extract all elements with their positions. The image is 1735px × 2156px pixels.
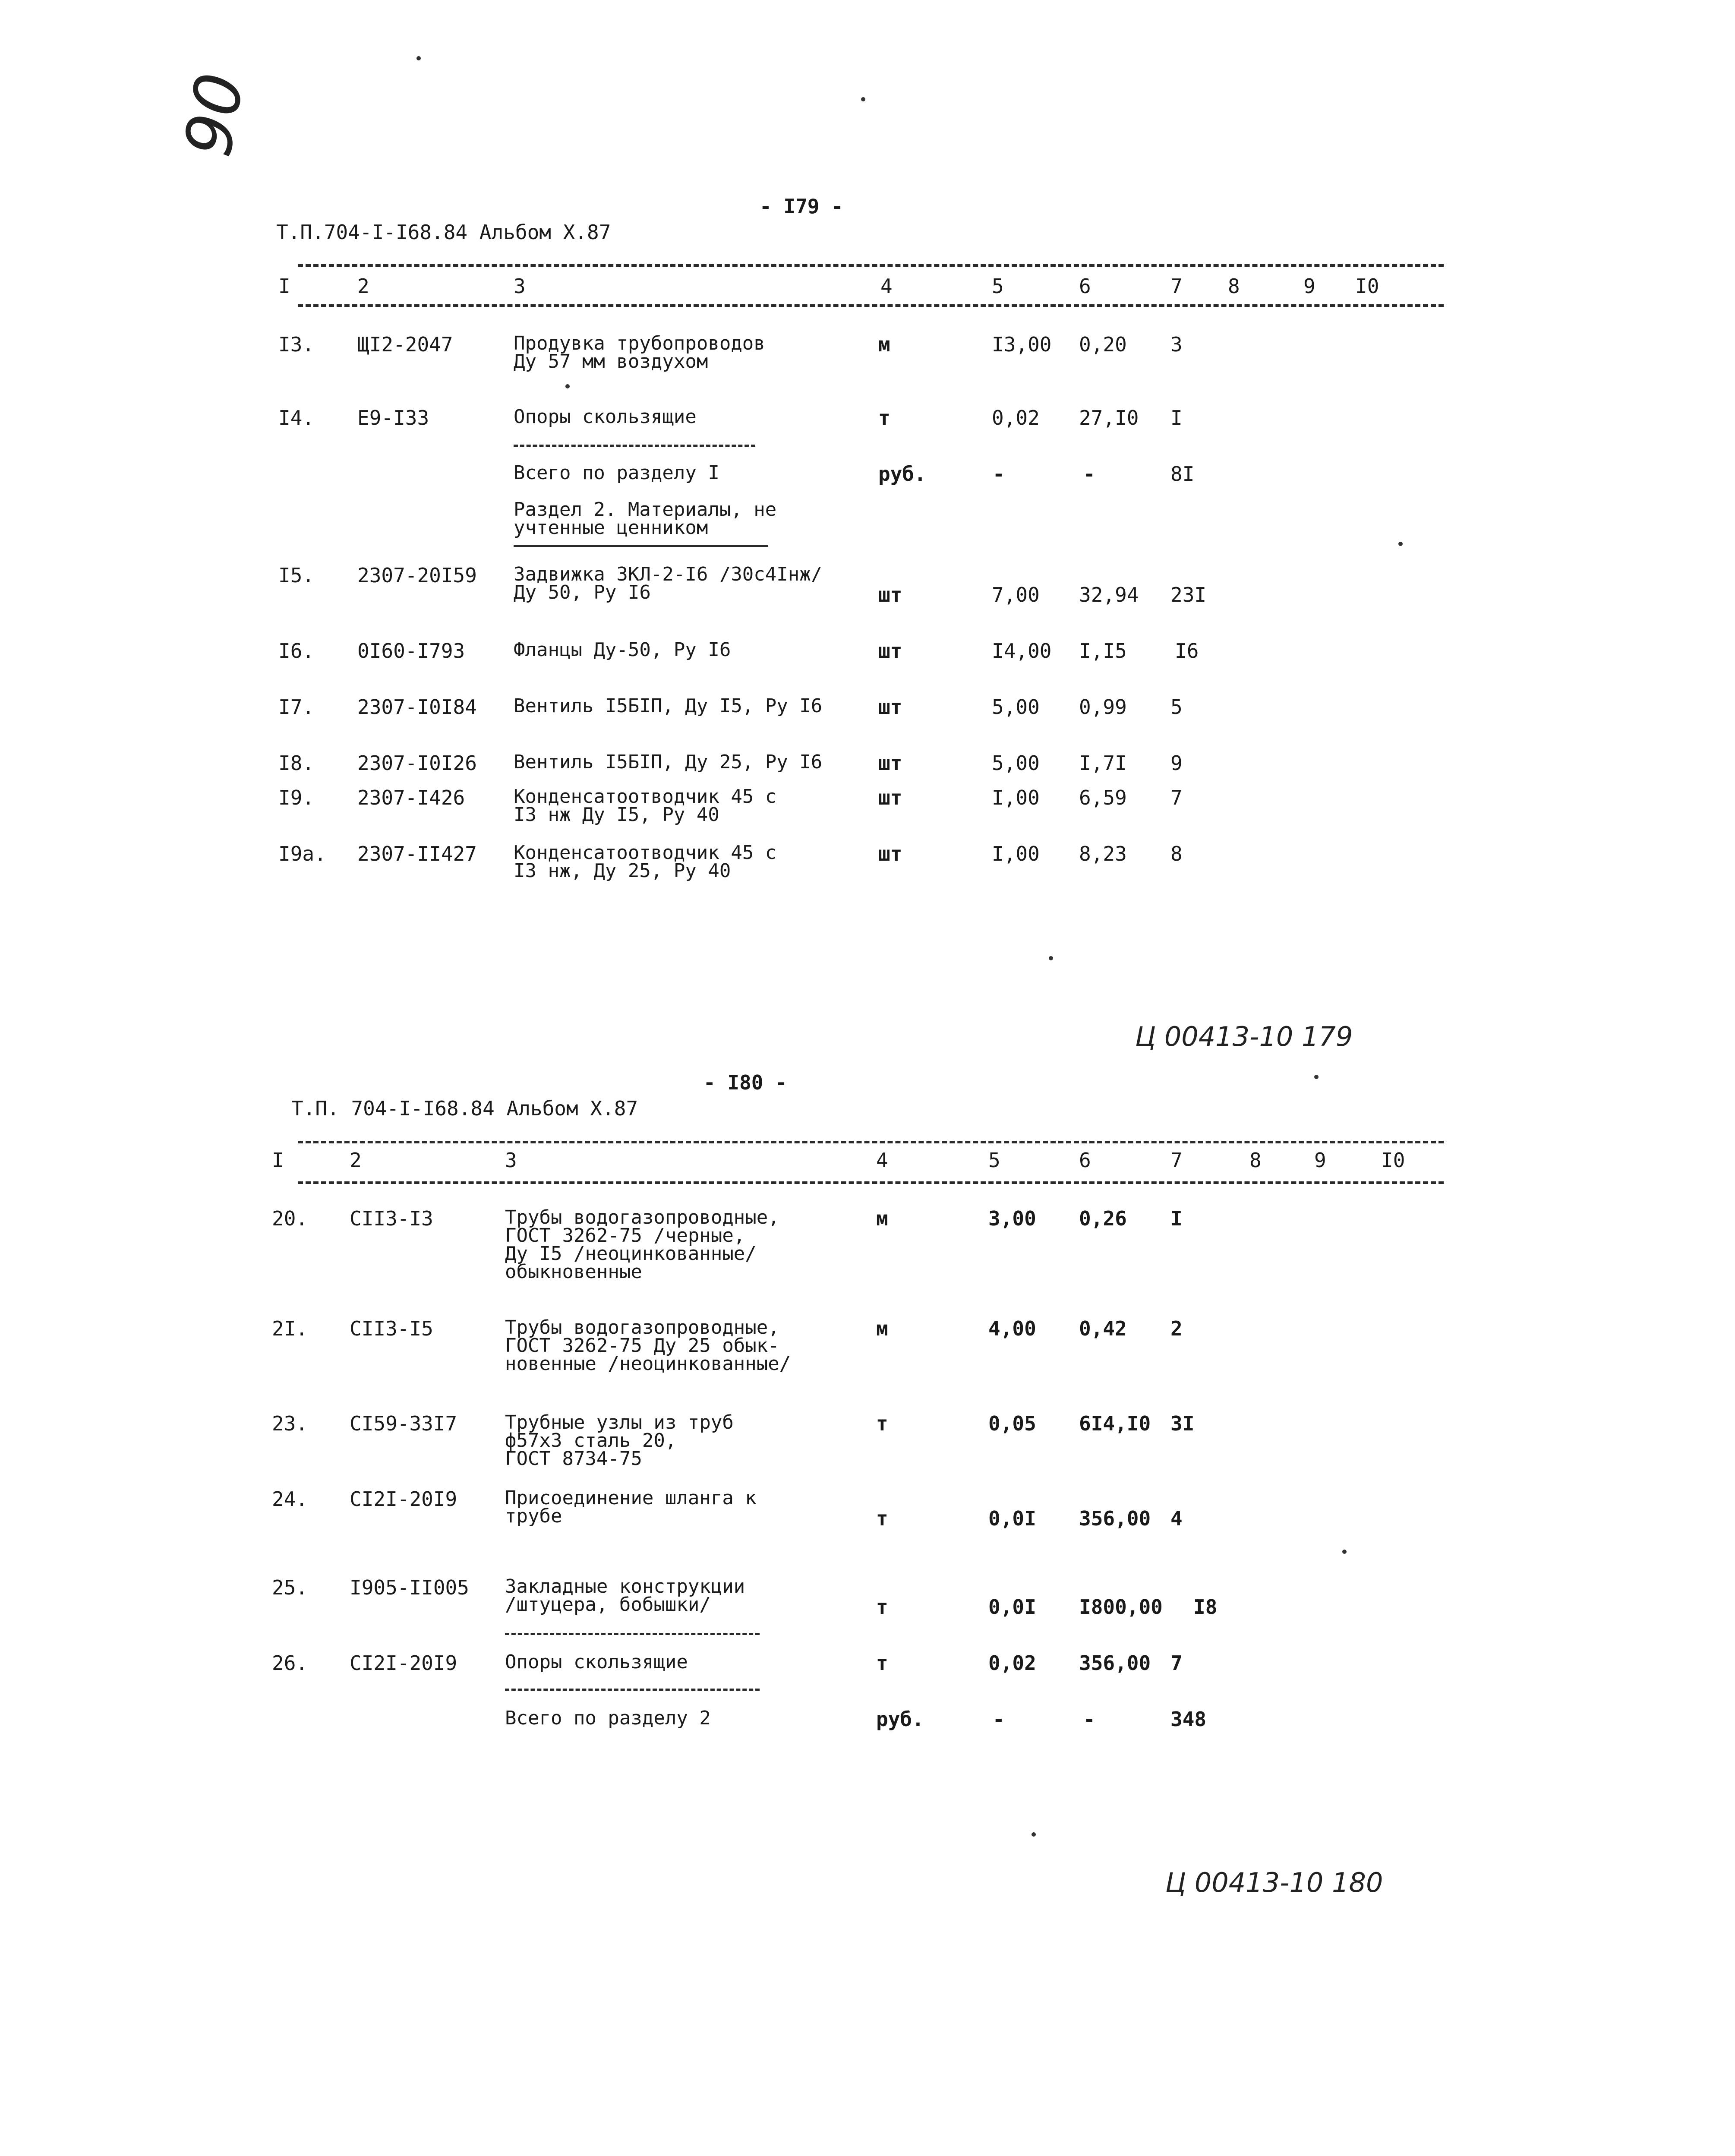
quantity: I,00 <box>992 842 1040 865</box>
item-number: 20. <box>272 1207 308 1230</box>
col-header: 5 <box>992 275 1004 298</box>
item-name: Трубные узлы из труб ф57х3 сталь 20, ГОСТ 8734-75 <box>505 1411 734 1470</box>
item-number: I6. <box>278 639 315 663</box>
item-number: 2I. <box>272 1317 308 1340</box>
rate-code: 2307-I426 <box>357 786 465 809</box>
rate-code: СII3-I5 <box>350 1317 433 1340</box>
unit-price: 6,59 <box>1079 786 1127 809</box>
rate-code: ЩI2-2047 <box>357 333 453 356</box>
unit: шт <box>878 786 902 809</box>
unit: руб. <box>878 462 926 486</box>
unit-price: 0,20 <box>1079 333 1127 356</box>
section-title: Раздел 2. Материалы, не учтенные ценником <box>514 499 777 539</box>
rate-code: СI2I-20I9 <box>350 1487 457 1511</box>
col-header: 2 <box>357 275 369 298</box>
unit: т <box>878 406 890 429</box>
col-header: I <box>272 1149 284 1172</box>
table-header-rule <box>298 304 1444 307</box>
subtotal-label: Всего по разделу I <box>514 462 719 484</box>
unit: шт <box>878 842 902 865</box>
item-name: Трубы водогазопроводные, ГОСТ 3262-75 Ду 25 обык- новенные /неоцинкованные/ <box>505 1316 791 1375</box>
quantity: - <box>993 462 1005 486</box>
total: 3 <box>1170 333 1183 356</box>
col-header: 7 <box>1170 1149 1183 1172</box>
unit-price: 32,94 <box>1079 583 1139 606</box>
subtotal-rule <box>505 1689 760 1691</box>
item-number: I3. <box>278 333 315 356</box>
quantity: - <box>993 1708 1005 1731</box>
scan-speck <box>861 97 865 101</box>
quantity: 4,00 <box>988 1317 1036 1340</box>
unit-price: I,I5 <box>1079 639 1127 663</box>
item-number: I4. <box>278 406 315 429</box>
document-header: Т.П. 704-I-I68.84 Альбом X.87 <box>291 1097 638 1120</box>
unit: т <box>876 1595 888 1619</box>
total: 348 <box>1170 1708 1207 1731</box>
scan-speck <box>1398 542 1403 546</box>
item-name: Вентиль I5БIП, Ду 25, Ру I6 <box>514 751 823 773</box>
total: 9 <box>1170 751 1183 775</box>
rate-code: СII3-I3 <box>350 1207 433 1230</box>
unit: шт <box>878 751 902 775</box>
unit: шт <box>878 639 902 663</box>
item-number: 23. <box>272 1412 308 1435</box>
rate-code: 2307-I0I26 <box>357 751 477 775</box>
unit: т <box>876 1651 888 1675</box>
total: 7 <box>1170 786 1183 809</box>
item-number: 25. <box>272 1576 308 1599</box>
rate-code: I905-II005 <box>350 1576 469 1599</box>
rate-code: 2307-I0I84 <box>357 695 477 719</box>
row-rule <box>505 1633 760 1635</box>
scan-speck <box>1049 956 1053 960</box>
item-name: Фланцы Ду-50, Ру I6 <box>514 639 731 661</box>
unit: т <box>876 1412 888 1435</box>
item-number: I8. <box>278 751 315 775</box>
item-name: Трубы водогазопроводные, ГОСТ 3262-75 /черные, Ду I5 /неоцинкованные/ обыкновенные <box>505 1206 779 1283</box>
col-header: 9 <box>1303 275 1315 298</box>
document-header: Т.П.704-I-I68.84 Альбом X.87 <box>276 221 611 244</box>
item-name: Конденсатоотводчик 45 с I3 нж Ду I5, Ру 40 <box>514 786 777 826</box>
quantity: 0,05 <box>988 1412 1036 1435</box>
item-name: Опоры скользящие <box>505 1651 688 1673</box>
rate-code: 2307-II427 <box>357 842 477 865</box>
unit-price: 27,I0 <box>1079 406 1139 429</box>
subtotal-label: Всего по разделу 2 <box>505 1707 711 1729</box>
quantity: 0,02 <box>992 406 1040 429</box>
total: 7 <box>1170 1651 1183 1675</box>
col-header: 8 <box>1228 275 1240 298</box>
col-header: 3 <box>514 275 526 298</box>
total: I6 <box>1175 639 1199 663</box>
quantity: I,00 <box>992 786 1040 809</box>
item-number: I7. <box>278 695 315 719</box>
col-header: 9 <box>1314 1149 1326 1172</box>
item-name: Присоединение шланга к трубе <box>505 1487 757 1527</box>
quantity: 5,00 <box>992 695 1040 719</box>
quantity: 5,00 <box>992 751 1040 775</box>
page-number: - I79 - <box>760 195 843 218</box>
rate-code: Е9-I33 <box>357 406 429 429</box>
quantity: 0,02 <box>988 1651 1036 1675</box>
total: I <box>1170 406 1183 429</box>
rate-code: СI2I-20I9 <box>350 1651 457 1675</box>
quantity: 0,0I <box>988 1595 1036 1619</box>
unit: руб. <box>876 1708 924 1731</box>
unit-price: 356,00 <box>1079 1651 1151 1675</box>
item-number: 24. <box>272 1487 308 1511</box>
archive-stamp: Ц 00413-10 180 <box>1165 1867 1383 1898</box>
quantity: 0,0I <box>988 1507 1036 1530</box>
subtotal-rule <box>514 445 755 447</box>
col-header: 5 <box>988 1149 1000 1172</box>
col-header: 6 <box>1079 1149 1091 1172</box>
col-header: I0 <box>1355 275 1379 298</box>
scan-speck <box>565 384 570 388</box>
unit-price: 8,23 <box>1079 842 1127 865</box>
scan-speck <box>1342 1550 1347 1554</box>
rate-code: СI59-33I7 <box>350 1412 457 1435</box>
quantity: 3,00 <box>988 1207 1036 1230</box>
unit-price: 6I4,I0 <box>1079 1412 1151 1435</box>
unit: м <box>876 1317 888 1340</box>
item-name: Задвижка ЗКЛ-2-I6 /30с4Iнж/ Ду 50, Ру I6 <box>514 563 823 603</box>
item-name: Конденсатоотводчик 45 с I3 нж, Ду 25, Ру 40 <box>514 842 777 882</box>
rate-code: 2307-20I59 <box>357 564 477 587</box>
page-number: - I80 - <box>703 1071 787 1094</box>
item-number: I5. <box>278 564 315 587</box>
unit-price: I800,00 <box>1079 1595 1163 1619</box>
col-header: I0 <box>1381 1149 1405 1172</box>
quantity: I3,00 <box>992 333 1052 356</box>
unit: м <box>878 333 890 356</box>
unit-price: I,7I <box>1079 751 1127 775</box>
total: 4 <box>1170 1507 1183 1530</box>
scan-speck <box>1032 1832 1036 1837</box>
table-top-rule <box>298 264 1444 267</box>
scan-speck <box>1314 1075 1319 1079</box>
unit-price: - <box>1083 1708 1095 1731</box>
col-header: 4 <box>880 275 893 298</box>
total: 2 <box>1170 1317 1183 1340</box>
total: 3I <box>1170 1412 1195 1435</box>
item-number: I9а. <box>278 842 326 865</box>
table-header-rule <box>298 1181 1444 1184</box>
total: I <box>1170 1207 1183 1230</box>
archive-stamp: Ц 00413-10 179 <box>1135 1021 1353 1052</box>
scan-speck <box>416 56 421 60</box>
unit: т <box>876 1507 888 1530</box>
unit: шт <box>878 583 902 606</box>
col-header: I <box>278 275 290 298</box>
col-header: 7 <box>1170 275 1183 298</box>
unit-price: - <box>1083 462 1095 486</box>
unit: шт <box>878 695 902 719</box>
unit-price: 0,99 <box>1079 695 1127 719</box>
item-name: Вентиль I5БIП, Ду I5, Ру I6 <box>514 695 823 717</box>
item-name: Продувка трубопроводов Ду 57 мм воздухом <box>514 332 765 372</box>
table-top-rule <box>298 1141 1444 1143</box>
item-number: I9. <box>278 786 315 809</box>
section-underline <box>514 545 768 547</box>
unit-price: 0,26 <box>1079 1207 1127 1230</box>
total: 23I <box>1170 583 1207 606</box>
corner-handwritten-number: 90 <box>170 68 259 162</box>
total: I8 <box>1193 1595 1218 1619</box>
unit: м <box>876 1207 888 1230</box>
quantity: I4,00 <box>992 639 1052 663</box>
total: 5 <box>1170 695 1183 719</box>
col-header: 4 <box>876 1149 888 1172</box>
item-number: 26. <box>272 1651 308 1675</box>
unit-price: 356,00 <box>1079 1507 1151 1530</box>
col-header: 3 <box>505 1149 517 1172</box>
quantity: 7,00 <box>992 583 1040 606</box>
total: 8 <box>1170 842 1183 865</box>
col-header: 6 <box>1079 275 1091 298</box>
col-header: 2 <box>350 1149 362 1172</box>
col-header: 8 <box>1249 1149 1262 1172</box>
item-name: Опоры скользящие <box>514 406 697 428</box>
total: 8I <box>1170 462 1195 486</box>
item-name: Закладные конструкции /штуцера, бобышки/ <box>505 1575 745 1616</box>
rate-code: 0I60-I793 <box>357 639 465 663</box>
unit-price: 0,42 <box>1079 1317 1127 1340</box>
